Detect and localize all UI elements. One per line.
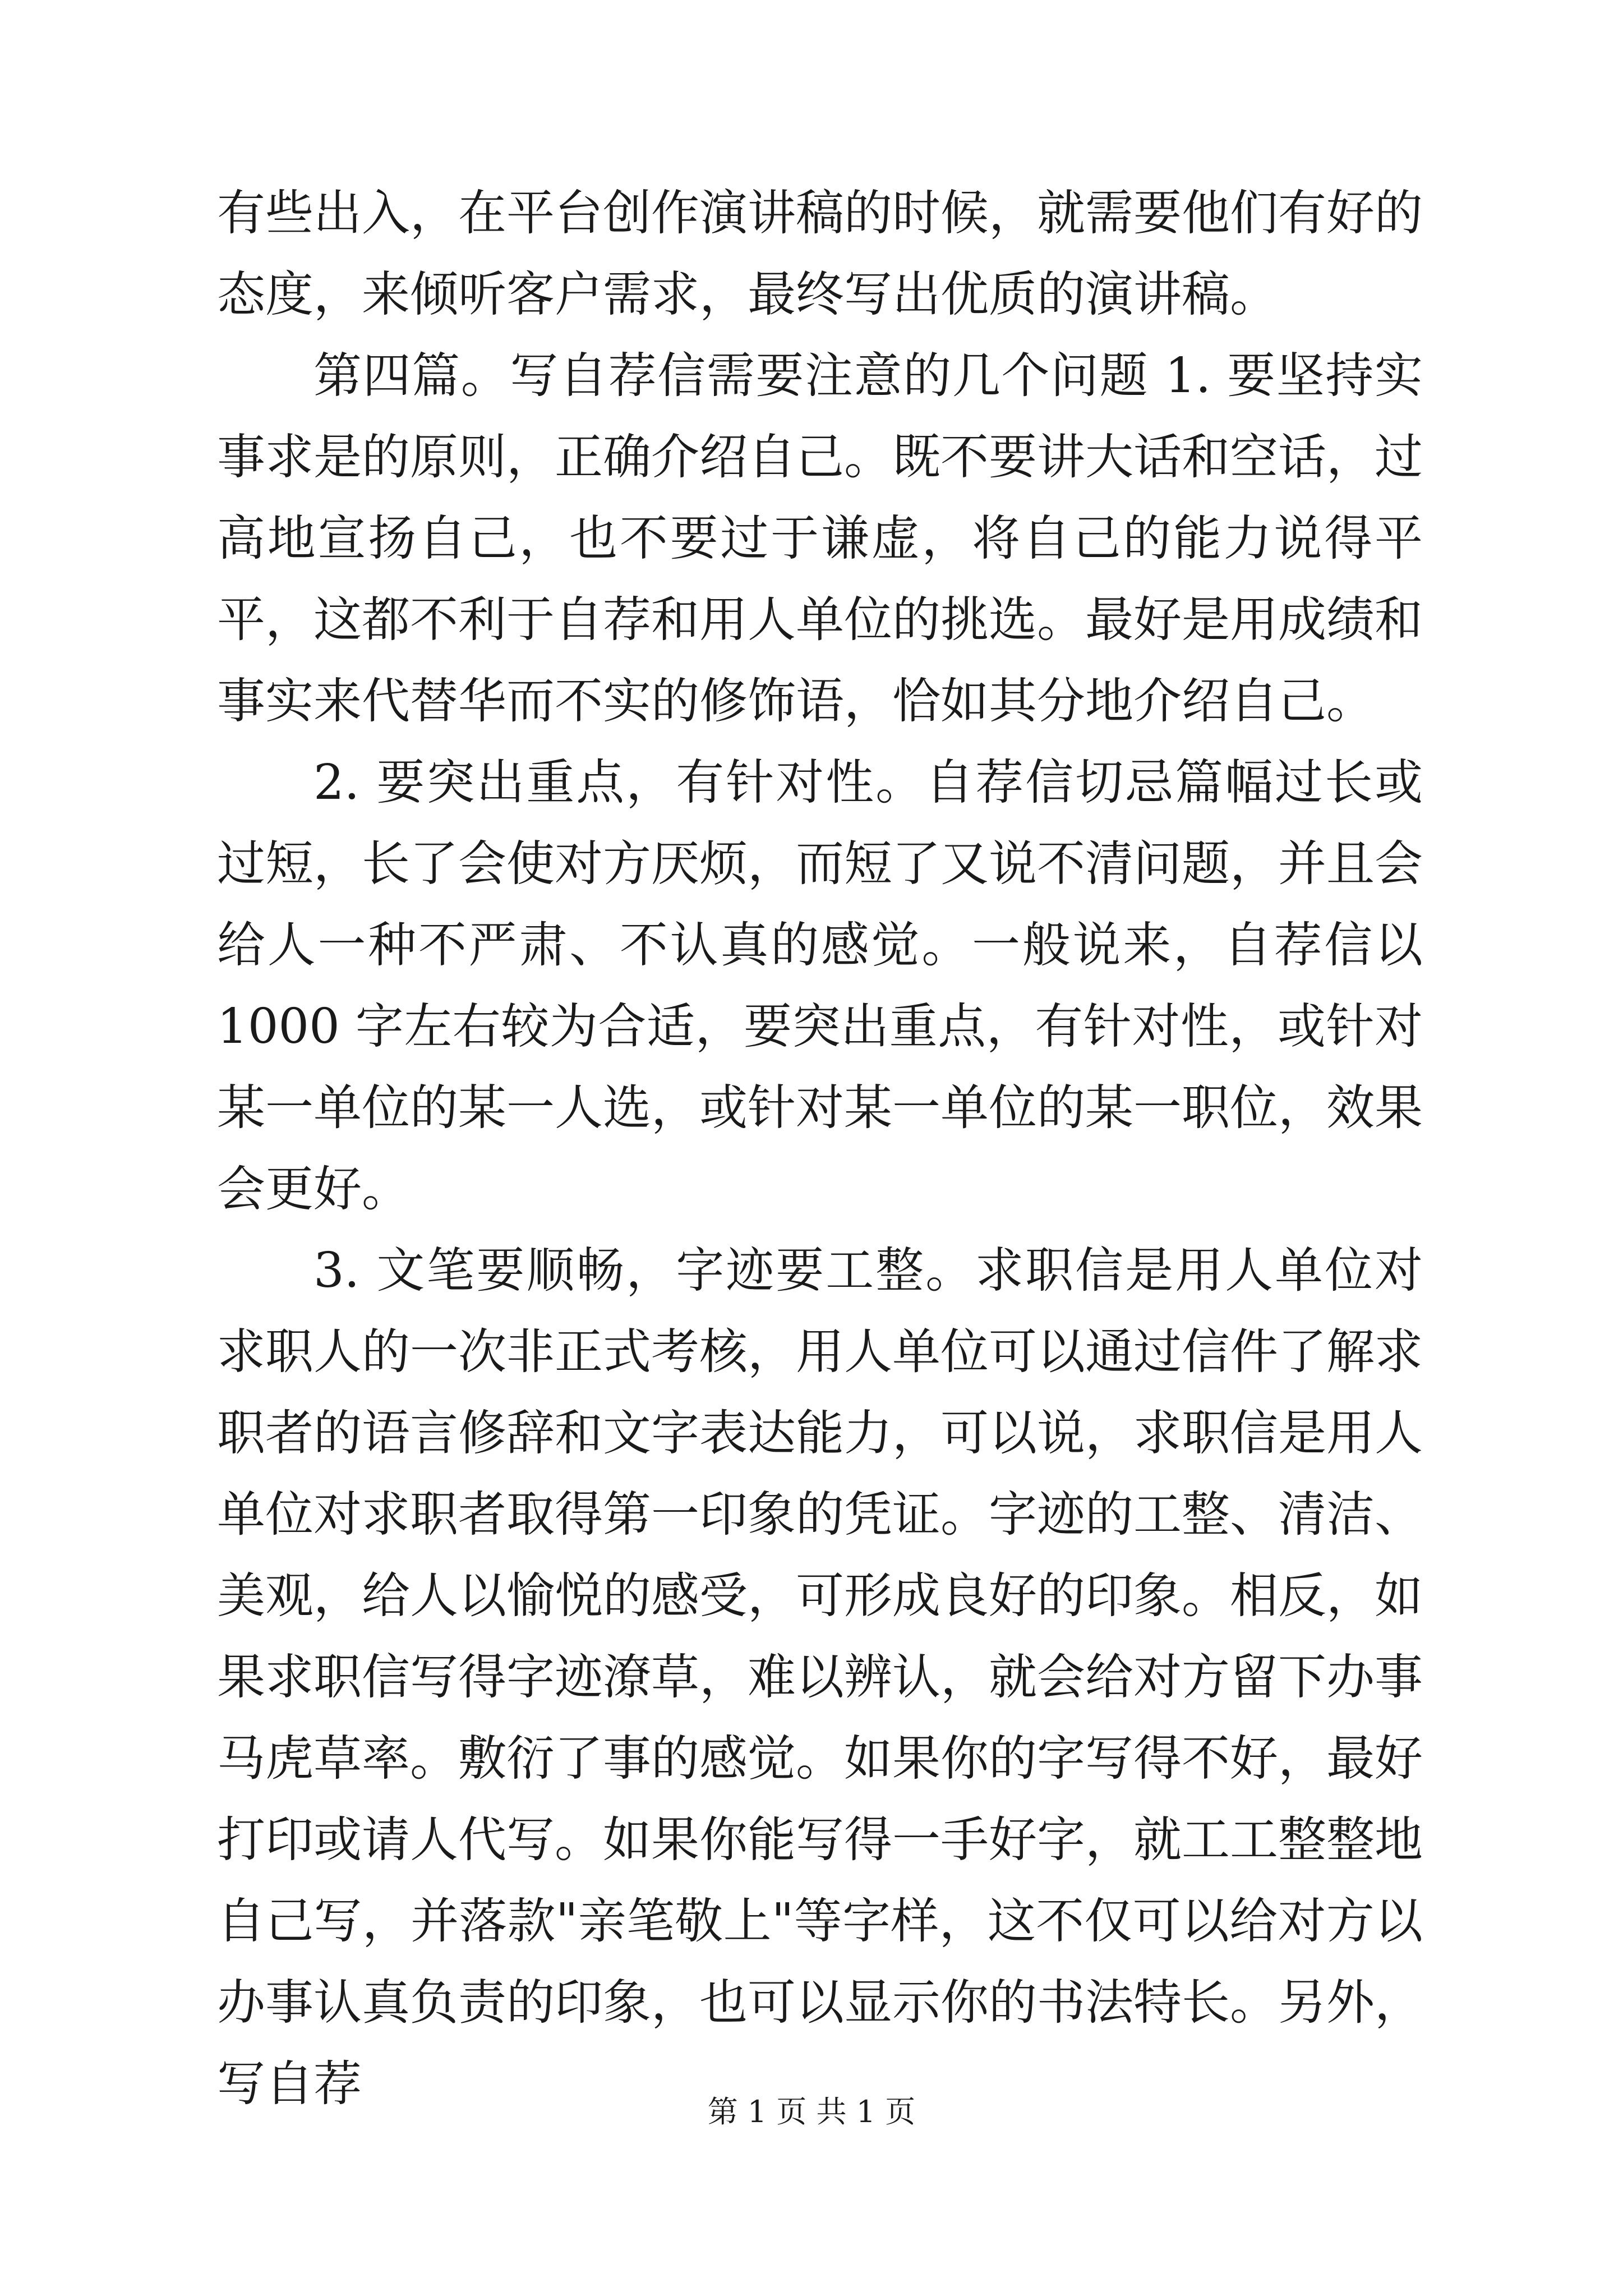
document-body [217, 173, 1423, 2125]
page-number-label: 第 1 页 共 1 页 [707, 2094, 916, 2129]
paragraph-part-four-item-1: 第四篇。写自荐信需要注意的几个问题 1. 要坚持实事求是的原则，正确介绍自己。既不要讲大话和空话，过高地宣扬自己，也不要过于谦虚，将自己的能力说得平平，这都不利于自荐和用人单位的挑选。最好是用成绩和事实来代替华而不实的修饰语，恰如其分地介绍自己。 [217, 348, 1423, 729]
page-footer [0, 2092, 1623, 2132]
paragraph-item-2: 2. 要突出重点，有针对性。自荐信切忌篇幅过长或过短，长了会使对方厌烦，而短了又说不清问题，并且会给人一种不严肃、不认真的感觉。一般说来，自荐信以 1000 字左右较为合适，要突出重点，有针对性，或针对某一单位的某一人选，或针对某一单位的某一职位，效果会更好。 [217, 754, 1423, 1217]
paragraph-continuation: 有些出入，在平台创作演讲稿的时候，就需要他们有好的态度，来倾听客户需求，最终写出优质的演讲稿。 [217, 185, 1423, 323]
paragraph-item-3: 3. 文笔要顺畅，字迹要工整。求职信是用人单位对求职人的一次非正式考核，用人单位可以通过信件了解求职者的语言修辞和文字表达能力，可以说，求职信是用人单位对求职者取得第一印象的凭证。字迹的工整、清洁、美观，给人以愉悦的感受，可形成良好的印象。相反，如果求职信写得字迹潦草，难以辨认，就会给对方留下办事马虎草率。敷衍了事的感觉。如果你的字写得不好，最好打印或请人代写。如果你能写得一手好字，就工工整整地自己写，并落款"亲笔敬上"等字样，这不仅可以给对方以办事认真负责的印象，也可以显示你的书法特长。另外，写自荐 [217, 1243, 1423, 2112]
